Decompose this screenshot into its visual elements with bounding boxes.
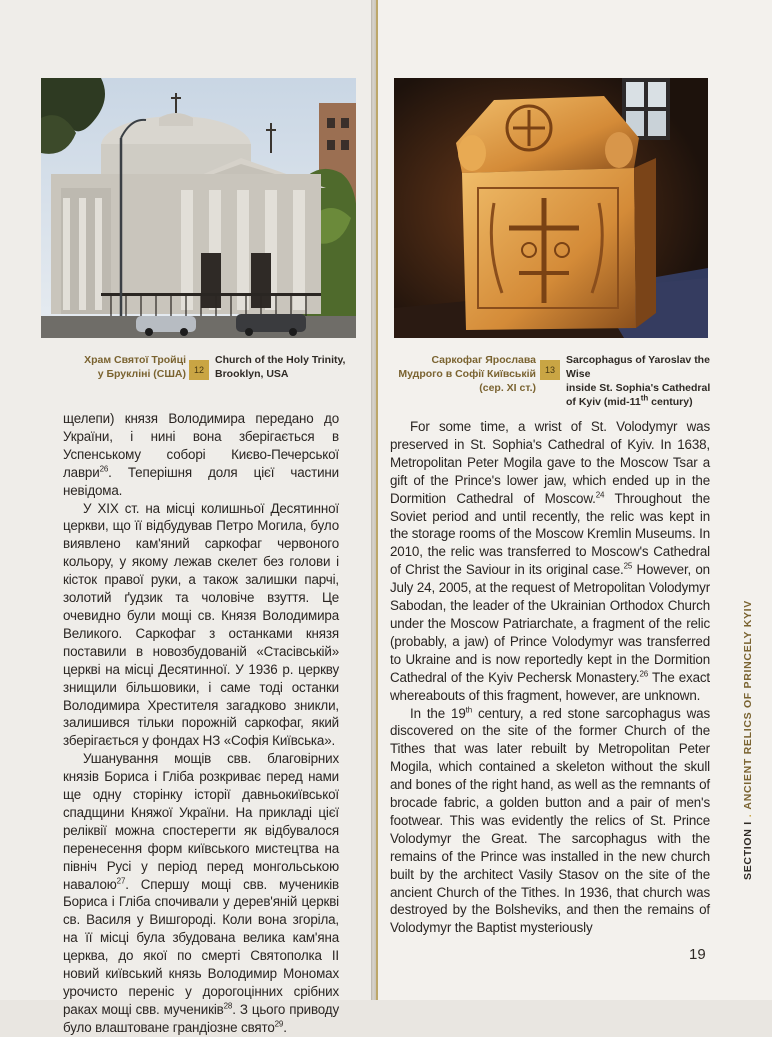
caption-text: century) bbox=[648, 396, 693, 408]
text-run: However, on July 24, 2005, at the request of Metropolitan Volodymyr Sabodan, the leader of the Ukrainian Orthodox Church under the Moscow Patriarchate, a fragment of the relic (probably, a jaw) of Prince Volodymyr was transferred to Ukraine and is now reportedly kept in the Dormition Cathedral of the Kyiv Pechersk Monastery. bbox=[390, 562, 710, 685]
english-body-text bbox=[390, 418, 710, 937]
footnote-ref: 26 bbox=[639, 669, 649, 679]
footnote-ref: 29 bbox=[274, 1019, 284, 1029]
caption-en-line: Brooklyn, USA bbox=[215, 368, 289, 380]
text-run: . bbox=[283, 1019, 287, 1035]
caption-english bbox=[566, 353, 726, 409]
text-run: . Спершу мощі свв. мучеників Бориса і Гліба спочивали у дерев'яній церкві св. Василя у Вишгороді. Коли вона згоріла, на її місці була збудована велика кам'яна церква, до якої по смерті Святополка II новий київський князь Володимир Мономах урочисто переніс у дорогоцінних срібних раках мощі свв. мучеників bbox=[63, 876, 339, 1017]
superscript: th bbox=[640, 393, 649, 403]
figure-number-badge: 12 bbox=[189, 360, 209, 380]
text-run: . З цього приводу було влаштоване грандіозне свято bbox=[63, 1001, 339, 1035]
footnote-ref: 26 bbox=[99, 464, 109, 474]
caption-text: of Kyiv (mid-11 bbox=[566, 396, 641, 408]
section-number: SECTION I bbox=[742, 821, 754, 880]
figure-number-badge: 13 bbox=[540, 360, 560, 380]
caption-english bbox=[215, 353, 355, 381]
caption-ua-line: Мудрого в Софії Київській bbox=[398, 368, 536, 380]
text-run: щелепи) князя Володимира передано до України, і нині вона зберігається в Успенському соборі Києво-Печерської лаври bbox=[63, 411, 339, 480]
text-run: The exact whereabouts of this fragment, however, are unknown. bbox=[390, 669, 711, 703]
caption-ua-line: (сер. XI ст.) bbox=[479, 382, 536, 394]
caption-ua-line: Храм Святої Тройці bbox=[84, 354, 186, 366]
text-run: For some time, a wrist of St. Volodymyr was preserved in St. Sophia's Cathedral of Kyiv. In 1638, Metropolitan Peter Mogila gave to the Moscow Tsar a gift of the Prince's lower jaw, which ended up in the Dormition Cathedral of Moscow. bbox=[390, 419, 710, 506]
figure-12-caption bbox=[0, 353, 371, 387]
section-separator: . bbox=[742, 813, 754, 818]
text-run: Ушанування мощів свв. благовірних князів Бориса і Гліба розкриває перед нами ще одну сторінку історії давньокиївської спадщини Княжої України. На прикладі цієї реліквії можна спостерегти як відбувалося перенесення форм київського мистецтва на північ Русі у період перед монгольською навалою bbox=[63, 751, 339, 892]
superscript: th bbox=[465, 705, 472, 715]
page-number: 19 bbox=[689, 946, 706, 963]
caption-ukrainian bbox=[376, 353, 536, 395]
sarcophagus-photo bbox=[394, 78, 708, 338]
paragraph bbox=[390, 705, 710, 938]
caption-ua-line: у Брукліні (США) bbox=[97, 368, 186, 380]
paragraph bbox=[390, 418, 710, 705]
paragraph bbox=[63, 750, 339, 1037]
caption-en-line: inside St. Sophia's Cathedral bbox=[566, 382, 711, 394]
ukrainian-body-text bbox=[63, 410, 339, 1037]
paragraph bbox=[63, 410, 339, 500]
footnote-ref: 25 bbox=[623, 561, 633, 571]
text-run: century, a red stone sarcophagus was discovered on the site of the former Church of the Tithes that was later rebuilt by Metropolitan Peter Mogila, which contained a skeleton without the skull and bones of the right hand, as well as the remnants of brocade fabric, a golden button and a pair of men's footwear. This was evidently the relics of St. Prince Volodymyr the Great. The sarcophagus with the remains of the Prince was installed in the new church built by the architect Vasily Stasov on the site of the ancient Church of the Tithes. In 1936, that church was destroyed by the Bolsheviks, and then the remains of Volodymyr the Baptist mysteriously bbox=[390, 705, 710, 936]
text-run: Throughout the Soviet period and until recently, the relic was kept in the storage rooms of the Moscow Kremlin Museums. In 2010, the relic was transferred to Moscow's Cathedral of Christ the Saviour in its original case. bbox=[390, 490, 711, 578]
section-running-head bbox=[742, 570, 758, 880]
footnote-ref: 24 bbox=[595, 490, 605, 500]
church-photo bbox=[41, 78, 356, 338]
gold-rule bbox=[376, 0, 378, 1000]
caption-en-line bbox=[566, 395, 726, 409]
caption-ua-line: Саркофаг Ярослава bbox=[431, 354, 536, 366]
caption-ukrainian bbox=[36, 353, 186, 381]
paragraph: У XIX ст. на місці колишньої Десятинної церкви, що її відбудував Петро Могила, було виявлено кам'яний саркофаг червоного кольору, у якому лежав скелет без голови і кісток правої руки, а також залишки парчі, золотий ґудзик та чоловіче взуття. Це очевидно були мощі св. Князя Володимира Великого. Саркофаг з останками князя поставили в новозбудованій «Стасівській» церкві на місці Десятинної. У 1936 р. церкву знищили більшовики, і саме тоді останки Володимира Хрестителя загадково зникли, залишився тільки порожній саркофаг, який зберігається у фондах НЗ «Софія Київська». bbox=[63, 500, 339, 749]
caption-en-line: Church of the Holy Trinity, bbox=[215, 354, 346, 366]
section-title: ANCIENT RELICS OF PRINCELY KYIV bbox=[742, 600, 754, 810]
footnote-ref: 28 bbox=[223, 1001, 233, 1011]
caption-en-line: Sarcophagus of Yaroslav the Wise bbox=[566, 354, 710, 380]
text-run: . Теперішня доля цієї частини невідома. bbox=[63, 464, 339, 498]
text-run: In the 19 bbox=[410, 705, 466, 721]
figure-13-caption bbox=[376, 353, 772, 408]
footnote-ref: 27 bbox=[116, 876, 126, 886]
